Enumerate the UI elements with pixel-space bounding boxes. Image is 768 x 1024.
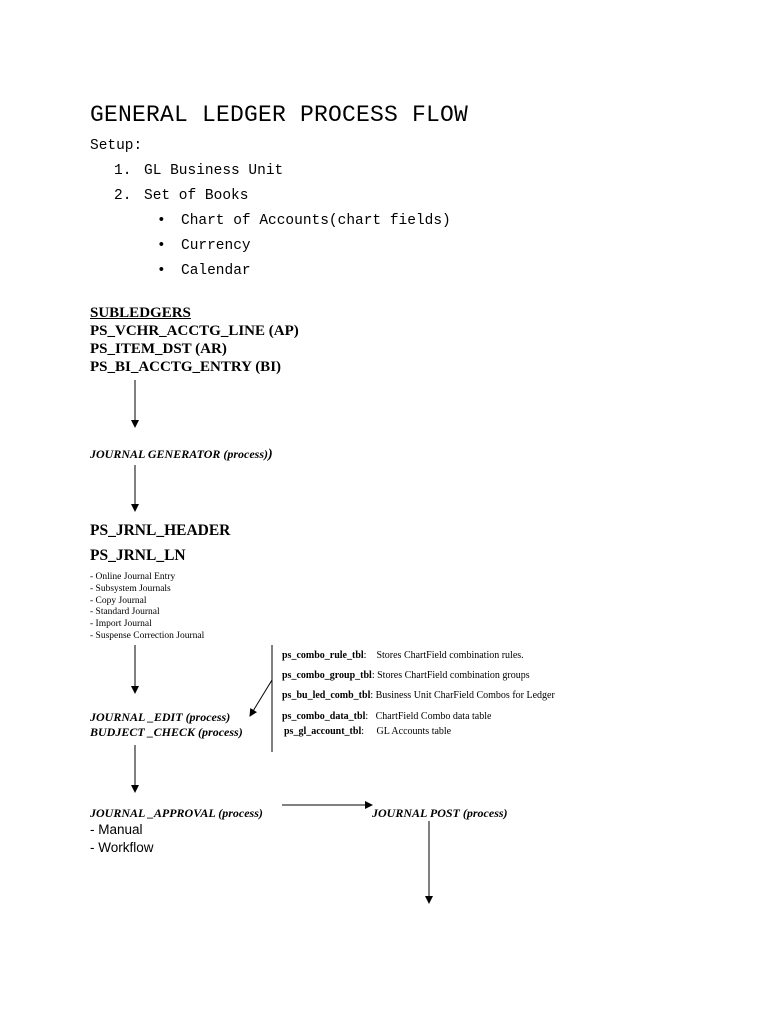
combo-table-row: ps_combo_data_tbl: ChartField Combo data table <box>282 711 492 722</box>
journal-post-process: JOURNAL POST (process) <box>372 806 508 820</box>
bullet-icon: • <box>157 213 166 229</box>
setup-number-2: 2. <box>114 188 132 204</box>
list-item: - Copy Journal <box>90 595 147 606</box>
list-item: - Online Journal Entry <box>90 572 176 582</box>
list-item: - Suspense Correction Journal <box>90 630 205 641</box>
combo-table-row: ps_bu_led_comb_tbl: Business Unit CharField Combos for Ledger <box>282 690 555 701</box>
combo-table-row: ps_gl_account_tbl: GL Accounts table <box>284 726 452 737</box>
table-jrnl-ln: PS_JRNL_LN <box>90 547 186 564</box>
combo-table-row: ps_combo_group_tbl: Stores ChartField combination groups <box>282 670 530 681</box>
journal-edit-process: JOURNAL _EDIT (process) <box>90 710 231 724</box>
combo-table-row: ps_combo_rule_tbl: Stores ChartField combination rules. <box>282 650 524 661</box>
arrow-combo-to-edit <box>250 680 272 716</box>
setup-number-1: 1. <box>114 163 132 179</box>
subledger-ar: PS_ITEM_DST (AR) <box>90 341 227 357</box>
subledgers-heading: SUBLEDGERS <box>90 305 191 321</box>
approval-option-workflow: - Workflow <box>90 840 154 855</box>
subledger-ap: PS_VCHR_ACCTG_LINE (AP) <box>90 323 299 339</box>
list-item: - Standard Journal <box>90 607 160 618</box>
bullet-icon: • <box>157 238 166 254</box>
subledger-bi: PS_BI_ACCTG_ENTRY (BI) <box>90 359 282 375</box>
journal-approval-process: JOURNAL _APPROVAL (process) <box>90 806 263 820</box>
bullet-chart-of-accounts: Chart of Accounts(chart fields) <box>181 213 451 229</box>
table-jrnl-header: PS_JRNL_HEADER <box>90 522 231 539</box>
list-item: - Import Journal <box>90 619 152 630</box>
setup-item-gl-business-unit: GL Business Unit <box>144 163 284 179</box>
budget-check-process: BUDJECT _CHECK (process) <box>90 725 243 739</box>
setup-item-set-of-books: Set of Books <box>144 188 249 204</box>
setup-label: Setup: <box>90 138 143 154</box>
list-item: - Subsystem Journals <box>90 583 171 594</box>
page-title: GENERAL LEDGER PROCESS FLOW <box>90 102 469 128</box>
journal-generator-process: JOURNAL GENERATOR (process)) <box>90 447 273 462</box>
bullet-icon: • <box>157 263 166 279</box>
bullet-calendar: Calendar <box>181 263 251 279</box>
approval-option-manual: - Manual <box>90 822 143 837</box>
bullet-currency: Currency <box>181 238 251 254</box>
